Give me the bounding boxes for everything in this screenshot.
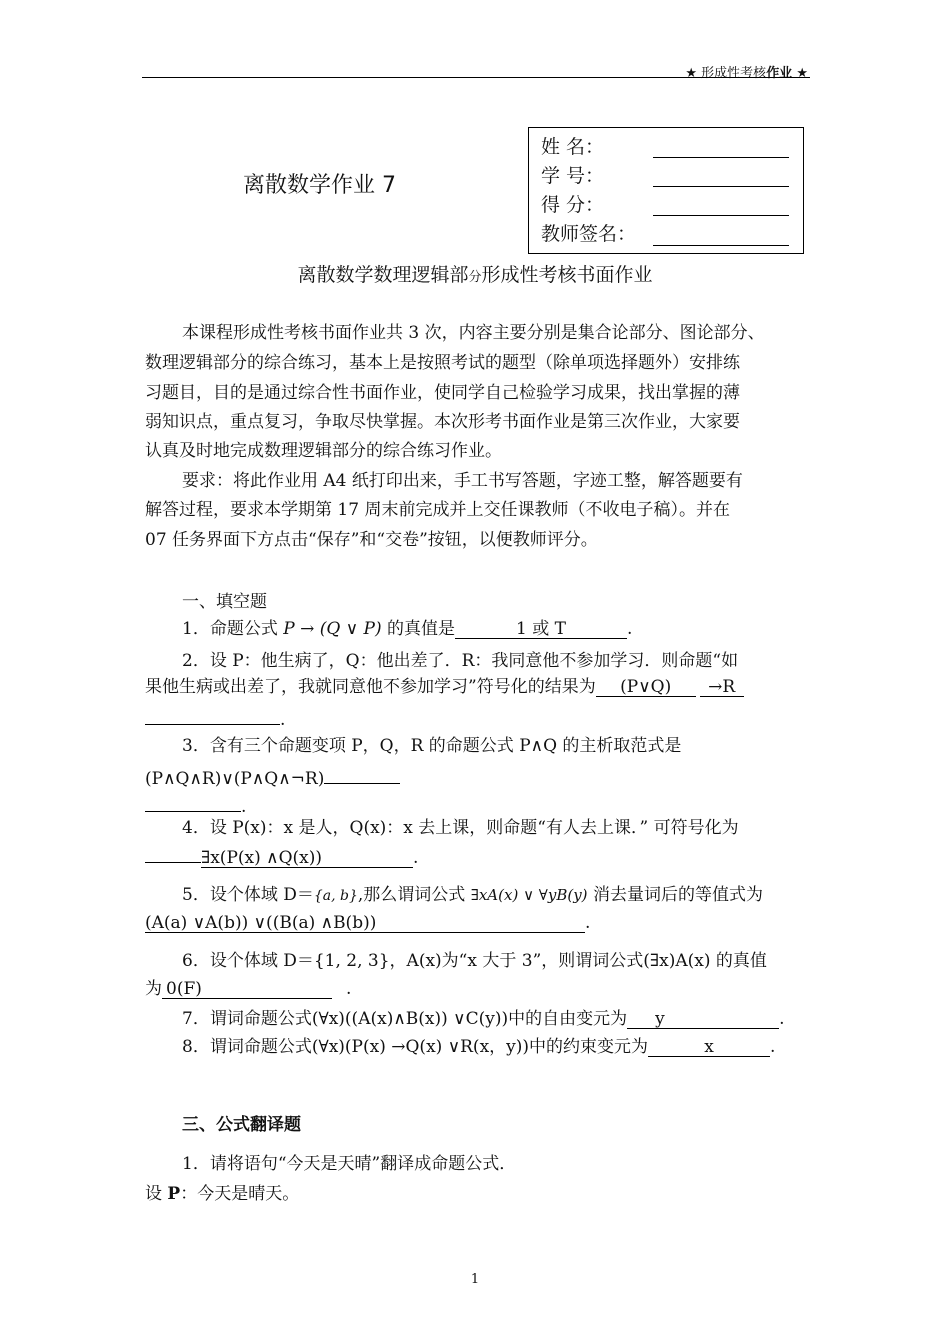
q1-text-mid: 的真值是	[381, 619, 456, 639]
student-id-label: 学 号：	[541, 165, 605, 187]
q3-answer: (P∧Q∧R)∨(P∧Q∧¬R)	[145, 769, 325, 789]
q2-answer-a[interactable]: (P∨Q)	[596, 678, 696, 697]
q7-answer[interactable]: y	[627, 1010, 779, 1029]
page-header	[685, 62, 808, 81]
question-3-line3	[145, 793, 810, 818]
translation-question-1: 1．请将语句“今天是天晴”翻译成命题公式．	[182, 1154, 517, 1174]
q6-answer[interactable]: 0(F)	[162, 980, 332, 999]
subtitle-small: 分	[468, 270, 482, 285]
q5-answer[interactable]: (A(a) ∨A(b)) ∨((B(a) ∧B(b))	[145, 914, 585, 933]
q7-text: 7．谓词命题公式(∀x)((A(x)∧B(x)) ∨C(y))中的自由变元为	[182, 1009, 628, 1029]
header-bold: 作业	[766, 66, 793, 81]
setup-text: 设	[145, 1184, 168, 1204]
question-5-line2	[145, 912, 810, 934]
question-4-line2	[145, 844, 810, 869]
q8-text: 8．谓词命题公式(∀x)(P(x) →Q(x) ∨R(x，y))中的约束变元为	[182, 1037, 649, 1057]
q2-text: 果他生病或出差了，我就同意他不参加学习”符号化的结果为	[145, 677, 596, 697]
q3-answer-continuation[interactable]	[145, 793, 241, 812]
question-8	[145, 1036, 847, 1058]
q4-blank-lead[interactable]	[145, 844, 201, 863]
question-1	[145, 618, 847, 640]
q2-end: .	[280, 710, 286, 730]
section-heading: 三、公式翻译题	[182, 1115, 301, 1135]
q5-text: 5．设个体域 D＝	[182, 885, 314, 905]
setup-text-end: ：今天是晴天。	[180, 1184, 300, 1204]
requirement-line: 要求：将此作业用 A4 纸打印出来，手工书写答题，字迹工整，解答题要有	[182, 471, 743, 491]
header-suffix: ★	[792, 66, 808, 81]
intro-line: 习题目，目的是通过综合性书面作业，使同学自己检验学习成果，找出掌握的薄	[145, 383, 740, 403]
q5-end: .	[585, 913, 591, 933]
q8-end: .	[770, 1037, 776, 1057]
q5-text-mid: ,那么谓词公式	[357, 885, 471, 905]
q1-end: .	[627, 619, 633, 639]
page-number: 1	[470, 1272, 480, 1287]
q6-end: .	[346, 979, 352, 999]
question-2-line3	[145, 706, 810, 731]
question-5-line1	[145, 884, 847, 907]
question-2-line1: 2．设 P：他生病了，Q：他出差了．R：我同意他不参加学习．则命题“如	[182, 651, 739, 671]
name-label: 姓 名：	[541, 136, 605, 158]
header-prefix: ★ 形成性考核	[685, 66, 767, 81]
question-4-line1: 4．设 P(x)：x 是人，Q(x)：x 去上课，则命题“有人去上课．” 可符号化为	[182, 818, 739, 838]
question-6-line2	[145, 978, 810, 1000]
score-label: 得 分：	[541, 194, 605, 216]
q8-answer[interactable]: x	[648, 1038, 770, 1057]
question-6-line1: 6．设个体域 D＝{1, 2, 3}，A(x)为“x 大于 3”，则谓词公式(∃x)A(x) 的真值	[182, 951, 767, 971]
requirement-line: 解答过程，要求本学期第 17 周末前完成并上交任课教师（不收电子稿）。并在	[145, 500, 730, 520]
q2-answer-b[interactable]: →R	[700, 678, 744, 697]
question-3-line1: 3．含有三个命题变项 P，Q，R 的命题公式 P∧Q 的主析取范式是	[182, 736, 682, 756]
q3-end: .	[241, 797, 247, 817]
question-3-line2	[145, 765, 810, 790]
q4-end: .	[413, 848, 419, 868]
document-title: 离散数学作业 7	[243, 173, 396, 198]
intro-line: 认真及时地完成数理逻辑部分的综合练习作业。	[145, 441, 502, 461]
q1-text: 1．命题公式	[182, 619, 284, 639]
question-2-line2	[145, 676, 810, 698]
document-subtitle	[0, 260, 950, 287]
student-info-box	[528, 127, 804, 254]
intro-line: 本课程形成性考核书面作业共 3 次，内容主要分别是集合论部分、图论部分、	[182, 323, 765, 343]
q1-formula: P → (Q ∨ P)	[283, 619, 382, 639]
student-id-blank[interactable]	[653, 186, 789, 187]
q3-answer-blank[interactable]	[324, 765, 400, 784]
q4-answer[interactable]: ∃x(P(x) ∧Q(x))	[201, 849, 413, 868]
intro-line: 弱知识点，重点复习，争取尽快掌握。本次形考书面作业是第三次作业，大家要	[145, 412, 740, 432]
teacher-signature-blank[interactable]	[653, 245, 789, 246]
requirement-line: 07 任务界面下方点击“保存”和“交卷”按钮，以便教师评分。	[145, 530, 598, 550]
section-heading: 一、填空题	[182, 592, 267, 612]
q5-domain: {a, b}	[313, 888, 358, 904]
setup-variable: P	[167, 1184, 181, 1204]
q1-answer[interactable]: 1 或 T	[455, 620, 627, 639]
q2-answer-continuation[interactable]	[145, 706, 280, 725]
q6-text: 为	[145, 979, 162, 999]
score-blank[interactable]	[653, 215, 789, 216]
subtitle-part1: 离散数学数理逻辑部	[297, 264, 469, 286]
subtitle-part2: 形成性考核书面作业	[481, 264, 653, 286]
q5-text-end: 消去量词后的等值式为	[587, 885, 763, 905]
q7-end: .	[779, 1009, 785, 1029]
question-7	[145, 1008, 847, 1030]
intro-line: 数理逻辑部分的综合练习，基本上是按照考试的题型（除单项选择题外）安排练	[145, 353, 740, 373]
name-blank[interactable]	[653, 157, 789, 158]
header-rule	[142, 77, 810, 78]
teacher-signature-label: 教师签名：	[541, 223, 637, 245]
translation-question-1-setup	[145, 1183, 810, 1205]
q5-formula: ∃xA(x) ∨ ∀yB(y)	[470, 886, 588, 904]
